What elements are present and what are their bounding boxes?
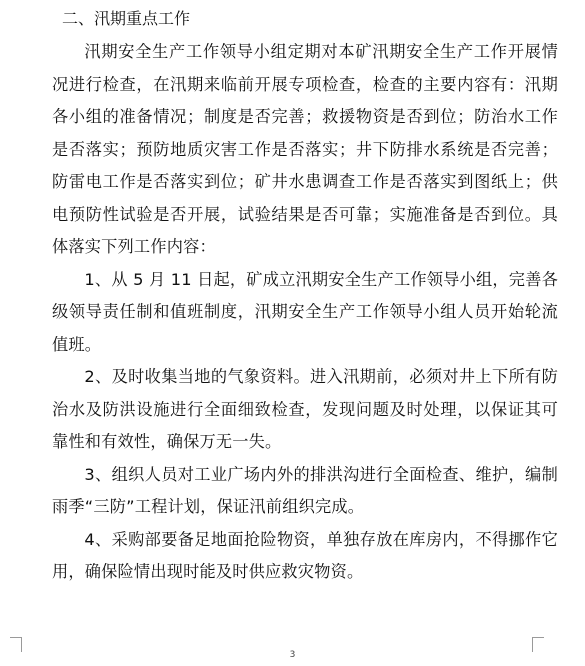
paragraph-item-3: 3、组织人员对工业广场内外的排洪沟进行全面检查、维护，编制雨季“三防”工程计划，保证汛前组织完成。 — [52, 464, 558, 516]
paragraph-item-1: 1、从 5 月 11 日起，矿成立汛期安全生产工作领导小组，完善各级领导责任制和值班制度，汛期安全生产工作领导小组人员开始轮流值班。 — [52, 269, 558, 354]
document-body — [52, 8, 558, 589]
paragraph-intro: 汛期安全生产工作领导小组定期对本矿汛期安全生产工作开展情况进行检查，在汛期来临前开展专项检查，检查的主要内容有：汛期各小组的准备情况；制度是否完善；救援物资是否到位；防治水工作是否落实；预防地质灾害工作是否落实；井下防排水系统是否完善；防雷电工作是否落实到位；矿井水患调查工作是否落实到图纸上；供电预防性试验是否开展，试验结果是否可靠；实施准备是否到位。具体落实下列工作内容： — [52, 42, 558, 256]
section-heading: 二、汛期重点工作 — [62, 9, 191, 28]
page-number: 3 — [289, 650, 296, 660]
paragraph-item-4: 4、采购部要备足地面抢险物资，单独存放在库房内，不得挪作它用，确保险情出现时能及时供应救灾物资。 — [52, 529, 558, 581]
paragraph-item-2: 2、及时收集当地的气象资料。进入汛期前，必须对井上下所有防治水及防洪设施进行全面细致检查，发现问题及时处理，以保证其可靠性和有效性，确保万无一失。 — [52, 367, 558, 451]
